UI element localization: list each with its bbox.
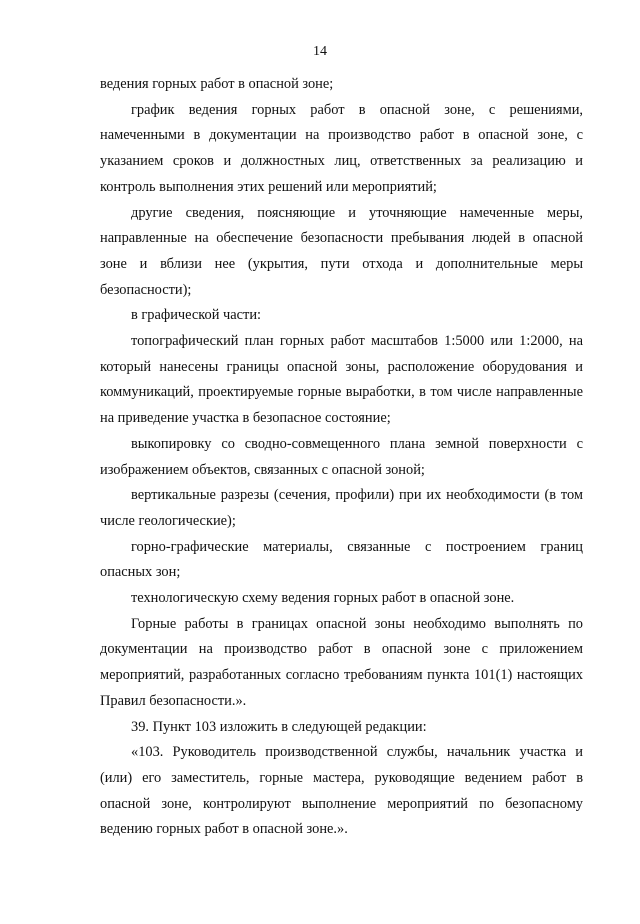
paragraph-other-info: другие сведения, поясняющие и уточняющие намеченные меры, направленные на обеспечение безопасности пребывания людей в опасной зоне и вблизи нее (укрытия, пути отхода и дополнительные меры безопасности); [100,204,583,298]
paragraph-topographic-plan: топографический план горных работ масштабов 1:5000 или 1:2000, на который нанесены границы опасной зоны, расположение оборудования и коммуникаций, проектируемые горные выработки, в том числе направленные на приведение участка в безопасное состояние; [100,333,583,427]
paragraph-schedule: график ведения горных работ в опасной зоне, с решениями, намеченными в документации на производство работ в опасной зоне, с указанием сроков и должностных лиц, ответственных за реализацию и контроль выполнения этих решений или мероприятий; [100,101,583,195]
paragraph-item-39: 39. Пункт 103 изложить в следующей редакции: [131,718,427,735]
paragraph-mining-operations: Горные работы в границах опасной зоны необходимо выполнять по документации на производство работ в опасной зоне с приложением мероприятий, разработанных согласно требованиям пункта 101(1) настоящих Правил безопасности.». [100,615,583,709]
paragraph-graphic-part-heading: в графической части: [131,307,262,324]
paragraph-vertical-sections: вертикальные разрезы (сечения, профили) при их необходимости (в том числе геологические); [100,487,583,529]
paragraph-item-103: «103. Руководитель производственной службы, начальник участка и (или) его заместитель, горные мастера, руководящие ведением работ в опасной зоне, контролируют выполнение мероприятий по безопасному ведению горных работ в опасной зоне.». [100,744,583,838]
paragraph-mining-graphics: горно-графические материалы, связанные с построением границ опасных зон; [100,538,583,581]
page-number: 14 [313,44,327,59]
document-body [100,72,583,843]
paragraph-surface-plan-copy: выкопировку со сводно-совмещенного плана земной поверхности с изображением объектов, связанных с опасной зоной; [100,435,583,478]
paragraph-technological-scheme: технологическую схему ведения горных работ в опасной зоне. [131,590,515,607]
paragraph-continuation: ведения горных работ в опасной зоне; [100,76,334,92]
